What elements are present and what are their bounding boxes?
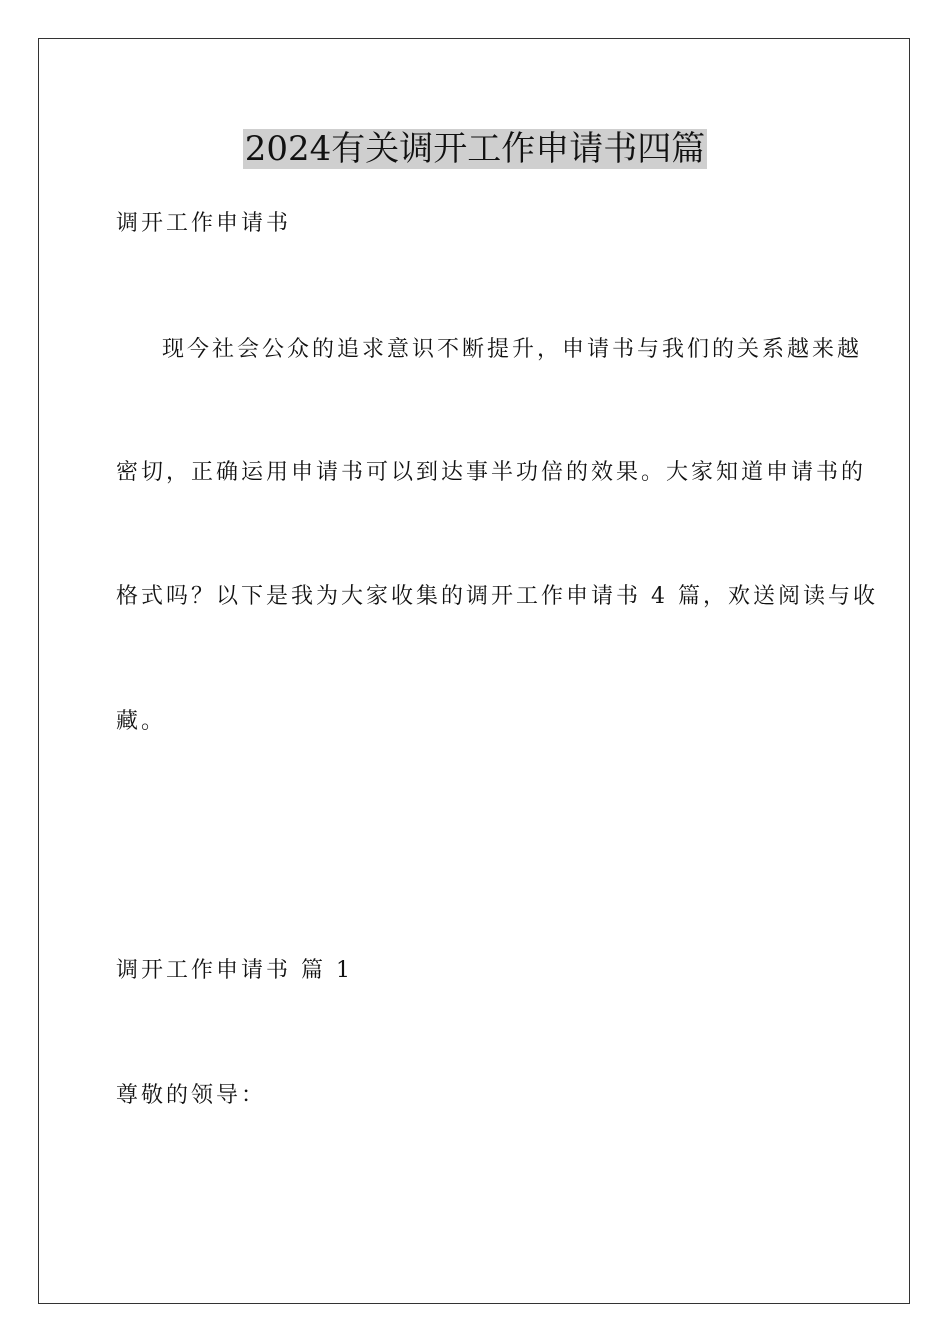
intro-paragraph-line-3: 格式吗？以下是我为大家收集的调开工作申请书 4 篇，欢送阅读与收 <box>116 584 878 609</box>
document-title <box>0 128 950 170</box>
section-heading: 调开工作申请书 篇 1 <box>116 958 353 983</box>
intro-paragraph-line-4: 藏。 <box>116 709 167 734</box>
salutation: 尊敬的领导： <box>116 1083 267 1108</box>
document-title-text: 2024有关调开工作申请书四篇 <box>244 129 706 169</box>
intro-paragraph-line-2: 密切，正确运用申请书可以到达事半功倍的效果。大家知道申请书的 <box>116 460 867 485</box>
intro-paragraph-line-1: 现今社会公众的追求意识不断提升，申请书与我们的关系越来越 <box>162 337 863 362</box>
intro-heading: 调开工作申请书 <box>116 211 292 236</box>
